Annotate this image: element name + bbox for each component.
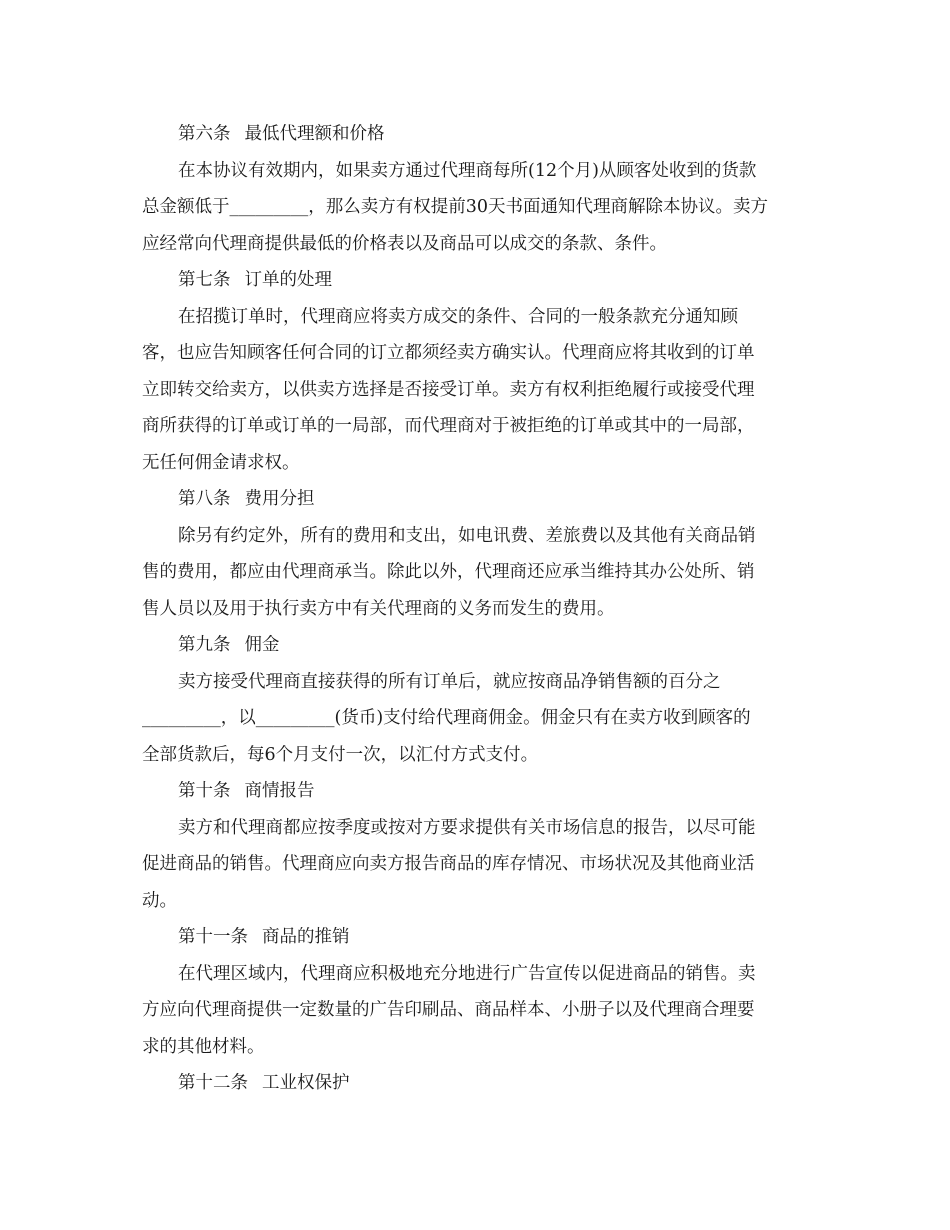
paragraph-line: _________，以_________(货币)支付给代理商佣金。佣金只有在卖方收到顾客的 [142,708,751,728]
paragraph-line: 卖方接受代理商直接获得的所有订单后，就应按商品净销售额的百分之 [178,671,721,692]
article-title: 订单的处理 [244,270,332,290]
paragraph-line: 卖方和代理商都应按季度或按对方要求提供有关市场信息的报告，以尽可能 [178,817,756,838]
article-number: 第十二条 [178,1073,248,1093]
article-title: 最低代理额和价格 [244,124,385,144]
paragraph-line: 促进商品的销售。代理商应向卖方报告商品的库存情况、市场状况及其他商业活 [142,854,755,874]
article-number: 第八条 [178,489,231,509]
paragraph-line: 求的其他材料。 [142,1036,265,1057]
paragraph-line: 售的费用，都应由代理商承当。除此以外，代理商还应承当维持其办公处所、销 [142,562,755,582]
paragraph-line: 无任何佣金请求权。 [142,452,300,473]
section-heading [142,116,822,153]
section-heading [142,481,822,518]
article-number: 第七条 [178,270,231,290]
article-number: 第九条 [178,635,231,655]
paragraph-line: 客，也应告知顾客任何合同的订立都须经卖方确实认。代理商应将其收到的订单 [142,343,755,363]
paragraph-line: 应经常向代理商提供最低的价格表以及商品可以成交的条款、条件。 [142,233,667,254]
article-title: 费用分担 [244,489,315,509]
paragraph-line: 除另有约定外，所有的费用和支出，如电讯费、差旅费以及其他有关商品销 [178,525,756,546]
section-heading [142,919,822,956]
paragraph-line: 全部货款后，每6个月支付一次，以汇付方式支付。 [142,744,539,765]
paragraph-line: 售人员以及用于执行卖方中有关代理商的义务而发生的费用。 [142,598,615,619]
article-title: 商情报告 [244,781,315,801]
section-heading [142,627,822,664]
paragraph-line: 动。 [142,890,177,911]
paragraph-line: 立即转交给卖方，以供卖方选择是否接受订单。卖方有权利拒绝履行或接受代理 [142,379,755,400]
section-heading [142,262,822,299]
article-number: 第六条 [178,124,231,144]
article-title: 佣金 [244,635,280,655]
paragraph-line: 在招揽订单时，代理商应将卖方成交的条件、合同的一般条款充分通知顾 [178,306,738,327]
paragraph-line: 总金额低于_________，那么卖方有权提前30天书面通知代理商解除本协议。卖方 [142,197,769,217]
article-number: 第十条 [178,781,231,801]
paragraph-line: 商所获得的订单或订单的一局部，而代理商对于被拒绝的订单或其中的一局部， [142,416,755,436]
section-heading [142,773,822,810]
section-heading [142,1065,822,1102]
paragraph-line: 方应向代理商提供一定数量的广告印刷品、商品样本、小册子以及代理商合理要 [142,1000,755,1020]
paragraph-line: 在本协议有效期内，如果卖方通过代理商每所(12个月)从顾客处收到的货款 [178,160,757,181]
article-title: 工业权保护 [262,1073,350,1093]
article-title: 商品的推销 [262,927,350,947]
paragraph-line: 在代理区域内，代理商应积极地充分地进行广告宣传以促进商品的销售。卖 [178,963,756,984]
document-body [142,116,822,1102]
article-number: 第十一条 [178,927,248,947]
